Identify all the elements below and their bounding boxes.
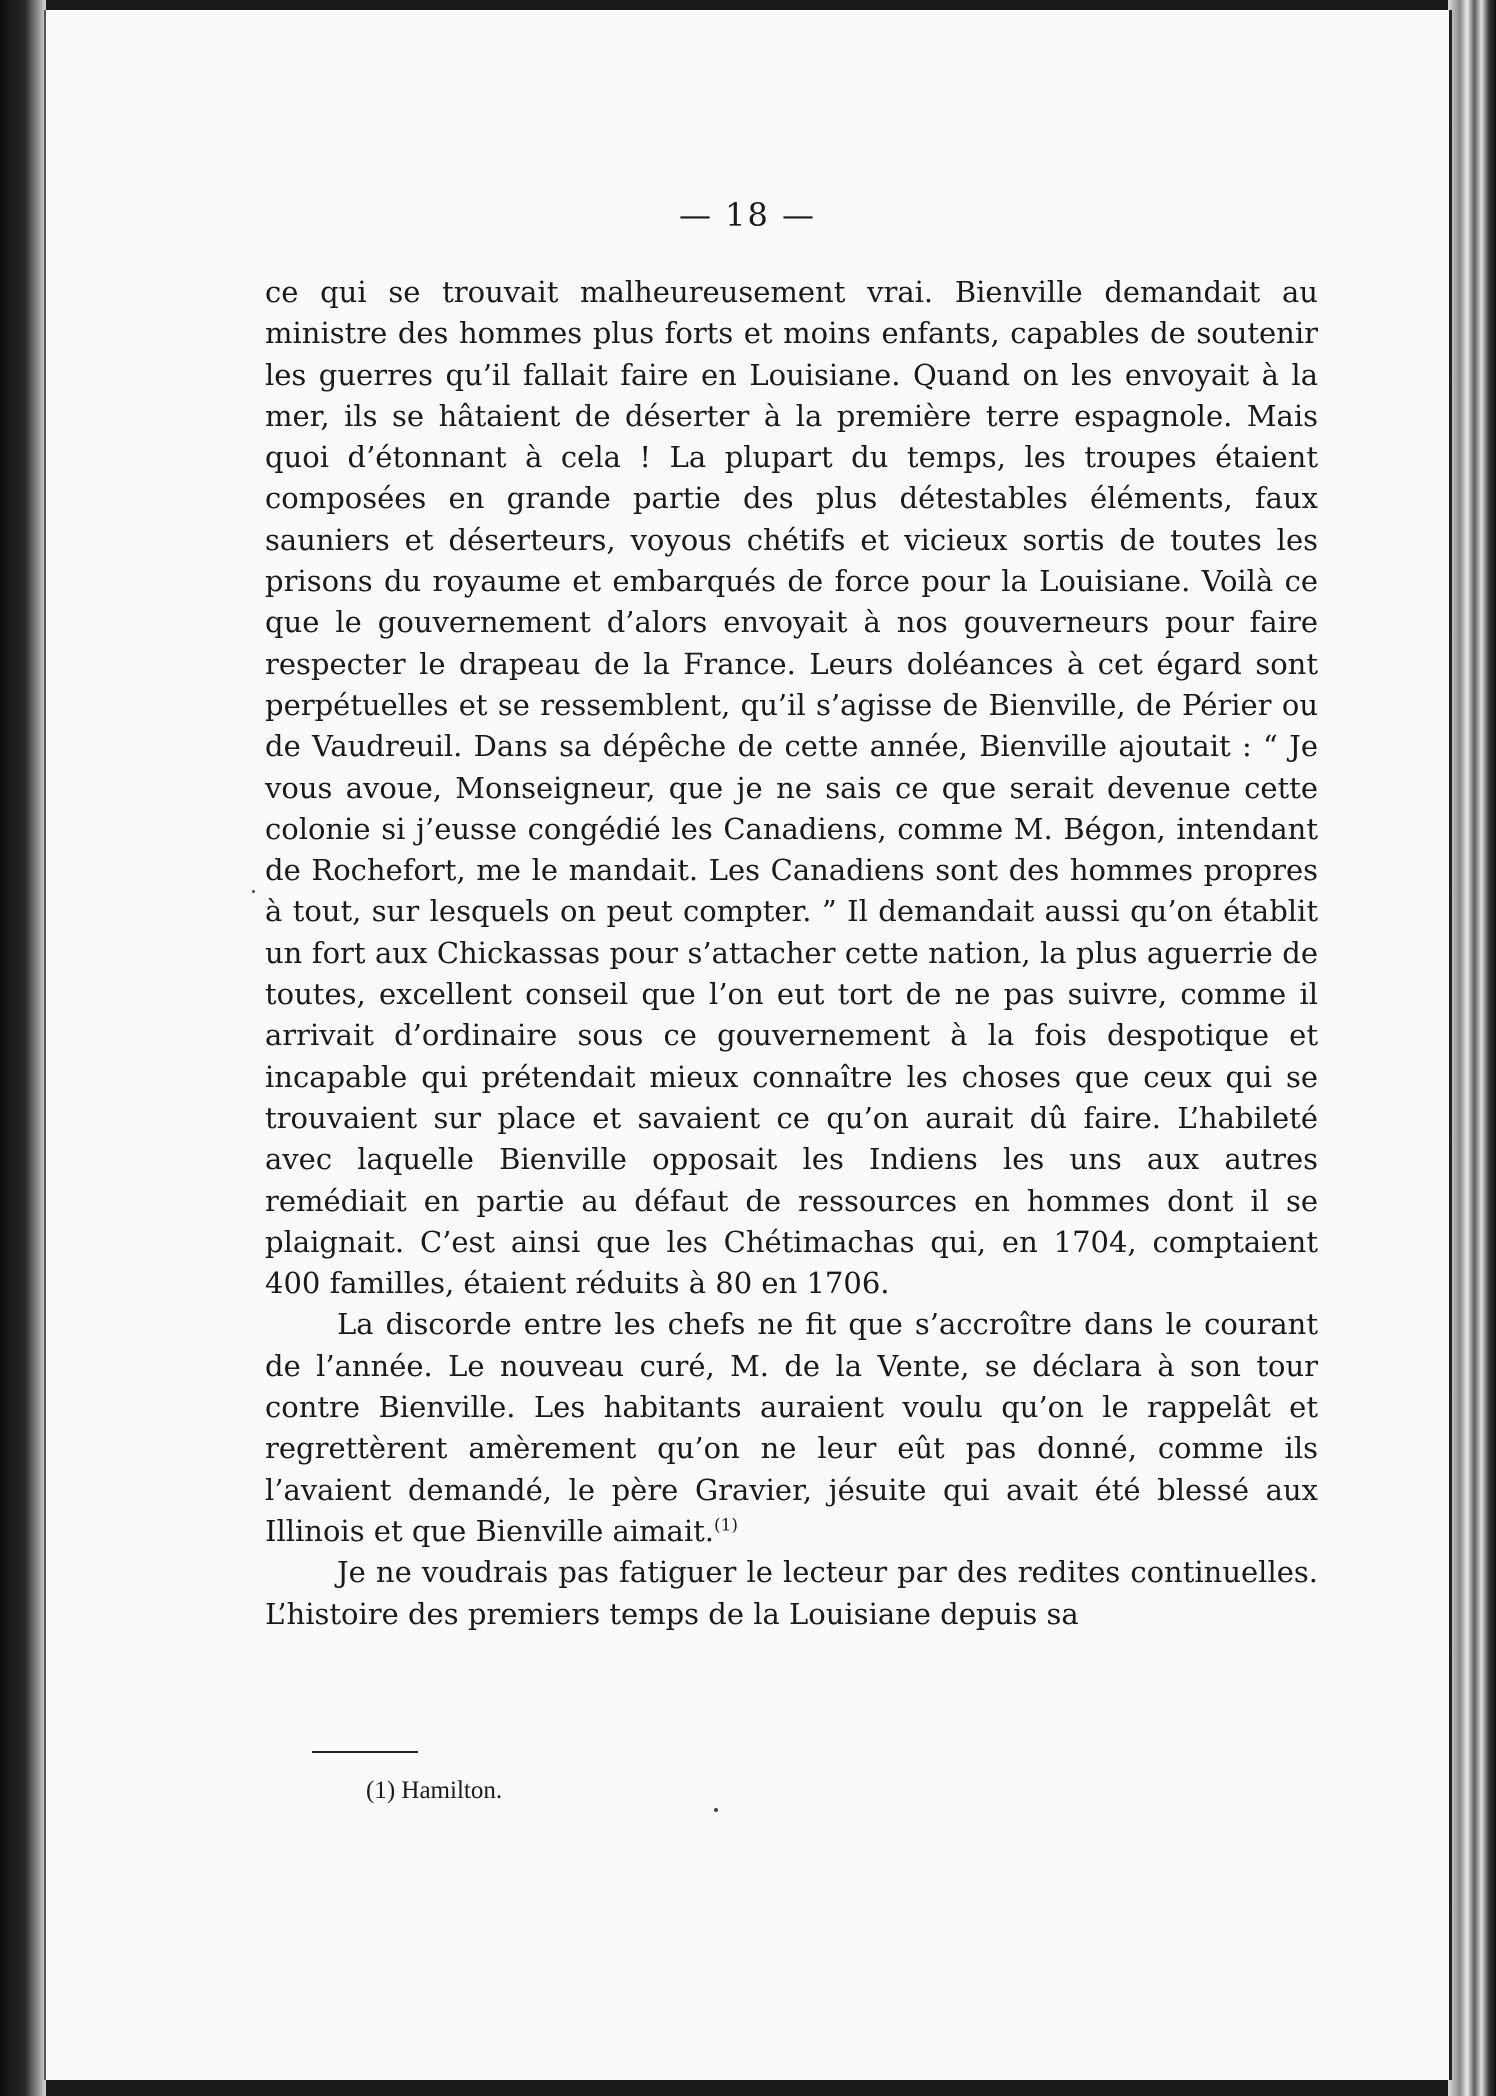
scan-speck [714,1808,718,1812]
footnote: (1) Hamilton. [366,1777,503,1804]
body-text [265,272,1318,1635]
page-stack-edge [1448,0,1496,2096]
scan-speck [252,890,255,893]
footnote-marker: (1) [713,1515,739,1536]
paragraph-3: Je ne voudrais pas fatiguer le lecteur par des redites continuelles. L’histoire des premiers temps de la Louisiane depuis sa [265,1555,1318,1631]
paragraph-2-text: La discorde entre les chefs ne fit que s’accroître dans le courant de l’année. Le nouveau curé, M. de la Vente, se déclara à son tour contre Bienville. Les habitants auraient voulu qu’on le rappelât et regrettèrent amèrement qu’on ne leur eût pas donné, comme ils l’avaient demandé, le père Gravier, jésuite qui avait été blessé aux Illinois et que Bienville aimait. [265,1307,1318,1548]
footnote-separator [312,1751,418,1753]
paragraph-1: ce qui se trouvait malheureusement vrai. Bienville demandait au ministre des hommes plus forts et moins enfants, capables de soutenir les guerres qu’il fallait faire en Louisiane. Quand on les envoyait à la mer, ils se hâtaient de déserter à la première terre espagnole. Mais quoi d’étonnant à cela ! La plupart du temps, les troupes étaient composées en grande partie des plus détestables éléments, faux sauniers et déserteurs, voyous chétifs et vicieux sortis de toutes les prisons du royaume et embarqués de force pour la Louisiane. Voilà ce que le gouvernement d’alors envoyait à nos gouverneurs pour faire respecter le drapeau de la France. Leurs doléances à cet égard sont perpétuelles et se ressemblent, qu’il s’agisse de Bienville, de Périer ou de Vaudreuil. Dans sa dépêche de cette année, Bienville ajoutait : “ Je vous avoue, Monseigneur, que je ne sais ce que serait devenue cette colonie si j’eusse congédié les Canadiens, comme M. Bégon, intendant de Rochefort, me le mandait. Les Canadiens sont des hommes propres à tout, sur lesquels on peut compter. ” Il demandait aussi qu’on établit un fort aux Chickassas pour s’attacher cette nation, la plus aguerrie de toutes, excellent conseil que l’on eut tort de ne pas suivre, comme il arrivait d’ordinaire sous ce gouvernement à la fois despotique et incapable qui prétendait mieux connaître les choses que ceux qui se trouvaient sur place et savaient ce qu’on aurait dû faire. L’habileté avec laquelle Bienville opposait les Indiens les uns aux autres remédiait en partie au défaut de ressources en hommes dont il se plaignait. C’est ainsi que les Chétimachas qui, en 1704, comptaient 400 familles, étaient réduits à 80 en 1706. [265,275,1318,1301]
book-binding-edge [0,0,46,2096]
paragraph-2 [265,1304,1318,1552]
page-number: — 18 — [678,196,817,234]
page [44,10,1452,2080]
